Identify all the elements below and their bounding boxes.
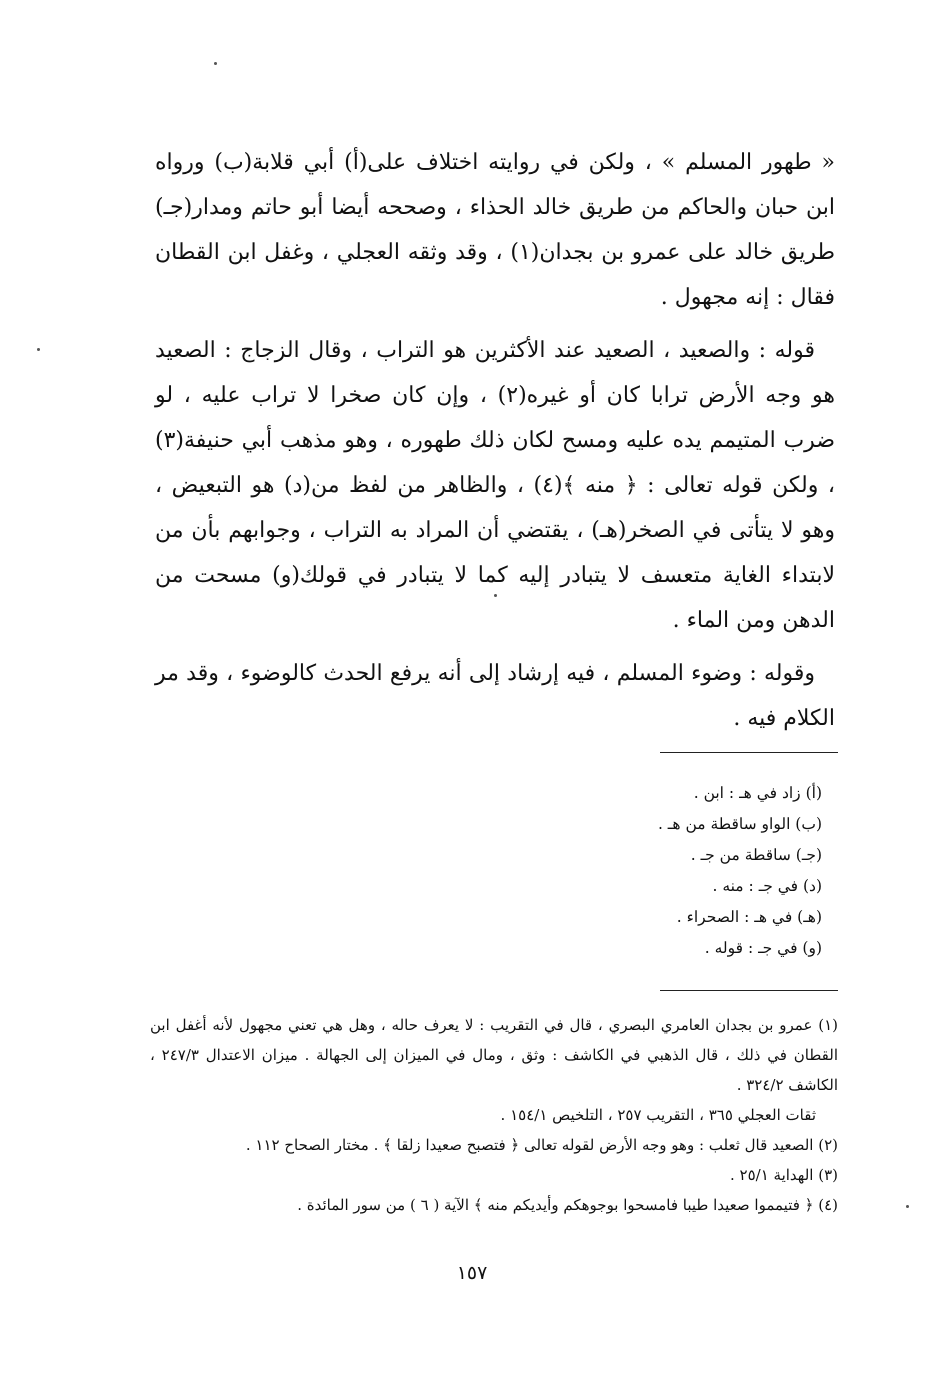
footnote: (٣) الهداية ٢٥/١ . [729, 1166, 838, 1184]
paragraph-2: قوله : والصعيد ، الصعيد عند الأكثرين هو التراب ، وقال الزجاج : الصعيد هو وجه الأرض ترابا كان أو غيره(٢) ، وإن كان صخرا لا تراب عليه ، لو ضرب المتيمم يده عليه ومسح لكان ذلك طهوره ، وهو مذهب أبي حنيفة(٣) ، ولكن قوله تعالى : ﴿ منه ﴾(٤) ، والظاهر من لفظ من(د) هو التبعيض ، وهو لا يتأتى في الصخر(هـ) ، يقتضي أن المراد به التراب ، وجوابهم بأن من لابتداء الغاية متعسف لا يتبادر إليه كما لا يتبادر في قولك(و) مسحت من الدهن ومن الماء . [155, 338, 835, 633]
footnotes [150, 1010, 838, 1220]
variants-divider [660, 752, 838, 753]
footnote: (٤) ﴿ فتيمموا صعيدا طيبا فامسحوا بوجوهكم وأيديكم منه ﴾ الآية ( ٦ ) من سور المائدة . [297, 1196, 838, 1214]
variant-note: (هـ) في هـ : الصحراء . [676, 908, 822, 926]
scan-speck [214, 62, 217, 65]
footnote: (١) عمرو بن بجدان العامري البصري ، قال في التقريب : لا يعرف حاله ، وهل هي تعني مجهول لأنه أغفل ابن القطان في ذلك ، قال الذهبي في الكاشف : وثق ، ومال في الميزان إلى الجهالة . ميزان الاعتدال ٢٤٧/٣ ، الكاشف ٣٢٤/٢ . [150, 1016, 839, 1094]
main-text [155, 140, 835, 749]
variant-note: (ب) الواو ساقطة من هـ . [657, 815, 822, 833]
variant-notes [462, 778, 822, 964]
scan-speck [494, 594, 497, 597]
footnote-continuation: ثقات العجلي ٣٦٥ ، التقريب ٢٥٧ ، التلخيص ١٥٤/١ . [500, 1106, 816, 1124]
variant-note: (و) في جـ : قوله . [704, 939, 822, 957]
footnote: (٢) الصعيد قال ثعلب : وهو وجه الأرض لقوله تعالى ﴿ فتصبح صعيدا زلقا ﴾ . مختار الصحاح ١١٢ . [245, 1136, 838, 1154]
scan-speck [37, 348, 40, 351]
paragraph-3: وقوله : وضوء المسلم ، فيه إرشاد إلى أنه يرفع الحدث كالوضوء ، وقد مر الكلام فيه . [155, 661, 835, 731]
page-number: ١٥٧ [456, 1262, 488, 1284]
paragraph-1: « طهور المسلم » ، ولكن في روايته اختلاف على(أ) أبي قلابة(ب) ورواه ابن حبان والحاكم من طريق خالد الحذاء ، وصححه أيضا أبو حاتم ومدار(جـ) طريق خالد على عمرو بن بجدان(١) ، وقد وثقه العجلي ، وغفل ابن القطان فقال : إنه مجهول . [155, 150, 836, 310]
variant-note: (جـ) ساقطة من جـ . [690, 846, 822, 864]
variant-note: (أ) زاد في هـ : ابن . [693, 784, 822, 802]
variant-note: (د) في جـ : منه . [712, 877, 822, 895]
footnotes-divider [660, 990, 838, 991]
scan-speck [906, 1205, 909, 1208]
